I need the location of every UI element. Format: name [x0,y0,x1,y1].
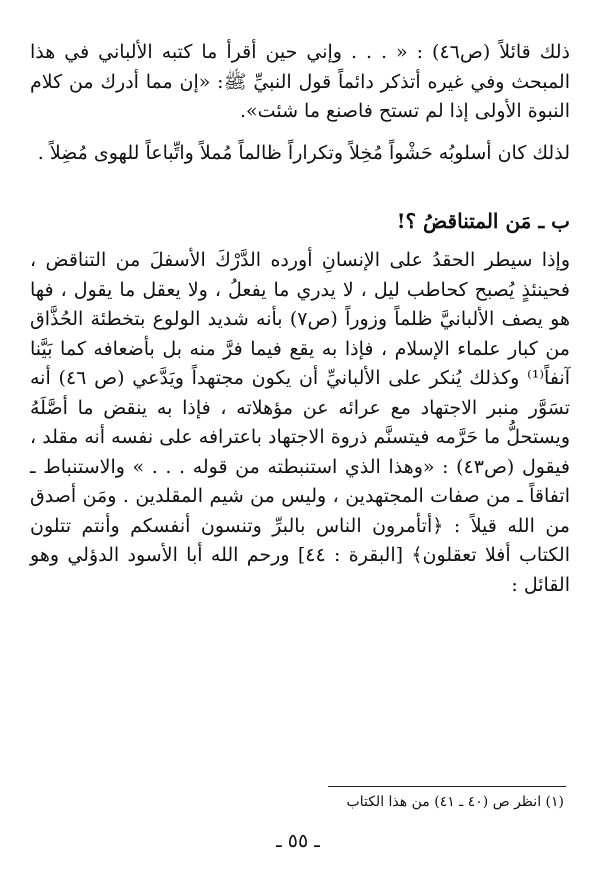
section-heading: ب ـ مَن المتناقضُ ؟! [396,209,570,233]
paragraph-1: ذلك قائلاً (ص٤٦) : « . . . وإني حين أقرأ ما كتبه الألباني في هذا المبحث وفي غيره أتذكر دائماً قول النبيِّ ﷺ: «إن مما أدرك من كلام النبوة الأولى إذا لم تستح فاصنع ما شئت». [30,41,570,122]
page-text [30,38,570,600]
paragraph-2: لذلك كان أسلوبُه حَشْواً مُخِلاً وتكراراً ظالماً مُملاً واتِّباعاً للهوى مُضِلاً . [37,141,570,164]
footnote: (١) انظر ص (٤٠ ـ ٤١) من هذا الكتاب [346,794,564,810]
body-paragraph: وإذا سيطر الحقدُ على الإنسانِ أورده الدَّرْكَ الأسفلَ من التناقض ، فحينئذٍ يُصبح كحاطب ليل ، لا يدري ما يفعلُ ، ولا يعقل ما يقول ، فها هو يصف الألبانيَّ ظلماً وزوراً (ص٧) بأنه شديد الولوع بتخطئة الحُذَّاق من كبار علماء الإسلام ، فإذا به يقع فيما فرَّ منه بل بأضعافه كما بَيَّنا آنفاً⁽¹⁾ وكذلك يُنكر على الألبانيِّ أن يكون مجتهداً ويَدَّعي (ص ٤٦) أنه تسَوَّر منبر الاجتهاد مع عرائه عن مؤهلاته ، فإذا به ينقض ما أصَّلَهُ ويستحلُّ ما حَرَّمه فيتسنَّم ذروة الاجتهاد باعترافه على نفسه أنه مقلد ، فيقول (ص٤٣) : «وهذا الذي استنبطته من قوله . . . » والاستنباط ـ اتفاقاً ـ من صفات المجتهدين ، وليس من شيم المقلدين . ومَن أصدق من الله قيلاً : ﴿أتأمرون الناس بالبرِّ وتنسون أنفسكم وأنتم تتلون الكتاب أفلا تعقلون﴾ [البقرة : ٤٤] ورحم الله أبا الأسود الدؤلي وهو القائل : [30,249,570,596]
page-number: ـ ٥٥ ـ [276,830,320,852]
footnote-divider [328,786,566,787]
